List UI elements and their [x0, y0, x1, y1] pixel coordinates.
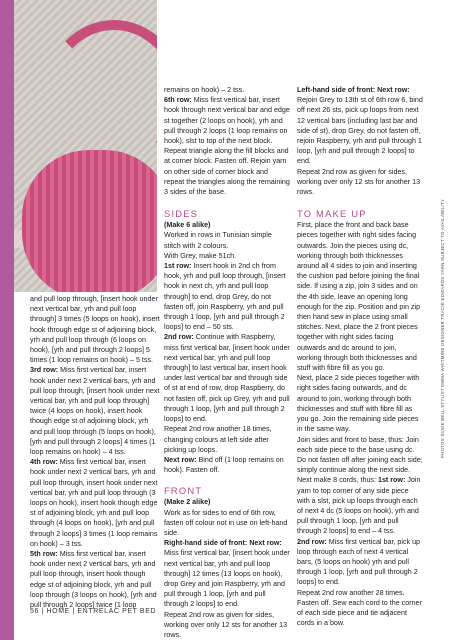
column-3	[297, 85, 423, 628]
photo-cord-shape	[44, 20, 157, 170]
paragraph: Join sides and front to base, thus: Join each side piece to the base using dc. Do not fasten off after joining each side; simply continue along the next side.	[297, 435, 423, 475]
paragraph: Next row: Bind off (1 loop remains on hook). Fasten off.	[164, 455, 284, 475]
photo-knit-bed	[22, 150, 157, 292]
paragraph: and pull loop through, [insert hook under next vertical bar, yrh and pull loop through] 3 times (5 loops on hook), insert hook through edge st of adjoining block, yrh and pull loop through (6 loops on hook), [yrh and pull through 2 loops] 5 times (1 loop remains on hook) – 5 tss.	[30, 295, 160, 365]
paragraph: Right-hand side of front: Next row: Miss first vertical bar, [insert hook under next vertical bar, yrh and pull loop through] 12 times (13 loops on hook), drop Grey and join Raspberry, yrh and pull through 1 loop, [yrh and pull through 2 loops] to end.	[164, 539, 290, 609]
paragraph: Repeat 2nd row another 18 times, changing colours at left side after picking up loops.	[164, 425, 272, 454]
section-heading-sides: SIDES	[164, 208, 199, 220]
paragraph: Repeat 2nd row as given for sides, working over only 12 sts for another 13 rows.	[297, 167, 421, 197]
paragraph: Work as for sides to end of 6th row, fasten off colour not in use on left-hand side.	[164, 508, 288, 537]
column-2	[164, 85, 290, 640]
paragraph: Next make 8 cords, thus: 1st row: Join yarn to top corner of any side piece with a slst, pick up loops through each of next 4 dc (5 loops on hook), yrh and pull through 1 loop, [yrh and pull through 2 loops] to end – 4 tss.	[297, 476, 421, 536]
section-heading-make-up: TO MAKE UP	[297, 208, 367, 220]
column-1	[30, 294, 162, 610]
section-heading-front: FRONT	[164, 485, 203, 497]
paragraph: 2nd row: Continue with Raspberry, miss first vertical bar, [insert hook under next vertical bar, yrh and pull loop through] to last vertical bar, insert hook under last vertical bar and through side of st at end of row, drop Raspberry, do not fasten off, pick up Grey, yrh and pull through 1 loop, [yrh and pull through 2 loops] to end.	[164, 333, 290, 424]
paragraph: 1st row: Insert hook in 2nd ch from hook, yrh and pull loop through, [insert hook in next ch, yrh and pull loop through] to end, drop Grey, do not fasten off, join Raspberry, yrh and pull through 1 loop, [yrh and pull through 2 loops] to end – 50 sts.	[164, 262, 286, 332]
paragraph: (Make 6 alike)	[164, 221, 211, 230]
paragraph: Repeat 2nd row as given for sides, working over only 12 sts for another 13 rows.	[164, 610, 288, 639]
paragraph: With Grey, make 51ch.	[164, 251, 237, 260]
paragraph: Left-hand side of front: Next row: Rejoin Grey to 13th st of 6th row 6, bind off next 26 sts, pick up loops from next 12 vertical bars (including last bar and side of st), drop Grey, do not fasten off, rejoin Raspberry, yrh and pull through 1 loop, [yrh and pull through 2 loops] to end.	[297, 86, 423, 166]
paragraph: 3rd row: Miss first vertical bar, insert hook under next 2 vertical bars, yrh and pull loop through, [insert hook under next vertical bar, yrh and pull loop through] twice (4 loops on hook), insert hook though edge st of adjoining block, yrh and pull loop through (5 loops on hook), [yrh and pull through 2 loops] 4 times (1 loop remains on hook) – 4 tss.	[30, 366, 160, 457]
product-photo	[14, 0, 157, 292]
paragraph: 2nd row: Miss first vertical bar, pick up loop through each of next 4 vertical bars, (5 loops on hook) yrh and pull through 1 loop, [yrh and pull through 2 loops] to end.	[297, 537, 421, 587]
photo-credit: PHOTOS SUSIE BELL STYLIST EMMA WHITMIRE DESIGNER TRACIE EDWARDS YARN SUBJECT TO AVAILABILITY	[440, 198, 445, 458]
paragraph: Repeat 2nd row another 28 times. Fasten off. Sew each cord to the corner of each side piece and tie adjacent cords in a bow.	[297, 588, 422, 628]
paragraph: First, place the front and back base pieces together with right sides facing outwards. Join the pieces using dc, working through both thicknesses around all 4 sides to join and inserting the cushion pad before joining the final side. If using a zip, join 3 sides and on the 4th side, leave an opening long enough for the zip. Position and pin zip then hand sew in place using small stitches. Next, place the 2 front pieces together with right sides facing outwards and dc around to join, working through both thicknesses and stuff with fibre fill as you go.	[297, 221, 421, 373]
paragraph: 5th row: Miss first vertical bar, insert hook under next 2 vertical bars, yrh and pull loop through, insert hook though edge st of adjoining block, yrh and pull loop through (3 loops on hook), [yrh and pull through 2 loops] twice (1 loop	[30, 550, 157, 610]
page-footer: 56 | HOME | ENTRELAC PET BED	[30, 608, 157, 615]
page-edge-strip	[0, 0, 14, 640]
paragraph: Next, place 2 side pieces together with right sides facing outwards, and dc around to join, working through both thicknesses and stuff with fibre fill as you go. Join the remaining side pieces in the same way.	[297, 374, 420, 434]
paragraph: Worked in rows in Tunisian simple stitch with 2 colours.	[164, 231, 272, 250]
paragraph: remains on hook) – 2 tss.	[164, 86, 245, 94]
paragraph: 4th row: Miss first vertical bar, insert hook under next 2 vertical bars, yrh and pull loop through, insert hook under next vertical bar, yrh and pull loop through (3 loops on hook), insert hook though edge st of adjoining block, yrh and pull loop through (4 loops on hook), [yrh and pull through 2 loops] 3 times (1 loop remains on hook) – 3 tss.	[30, 458, 158, 548]
paragraph: (Make 2 alike)	[164, 498, 211, 507]
paragraph: 6th row: Miss first vertical bar, insert hook through next vertical bar and edge st together (2 loops on hook), yrh and pull through 2 loops (1 loop remains on hook), slst to top of the next block. Repeat triangle along the fill blocks and at corner block. Fasten off. Rejoin yarn on other side of corner block and repeat the triangles along the remaining 3 sides of the base.	[164, 96, 290, 197]
